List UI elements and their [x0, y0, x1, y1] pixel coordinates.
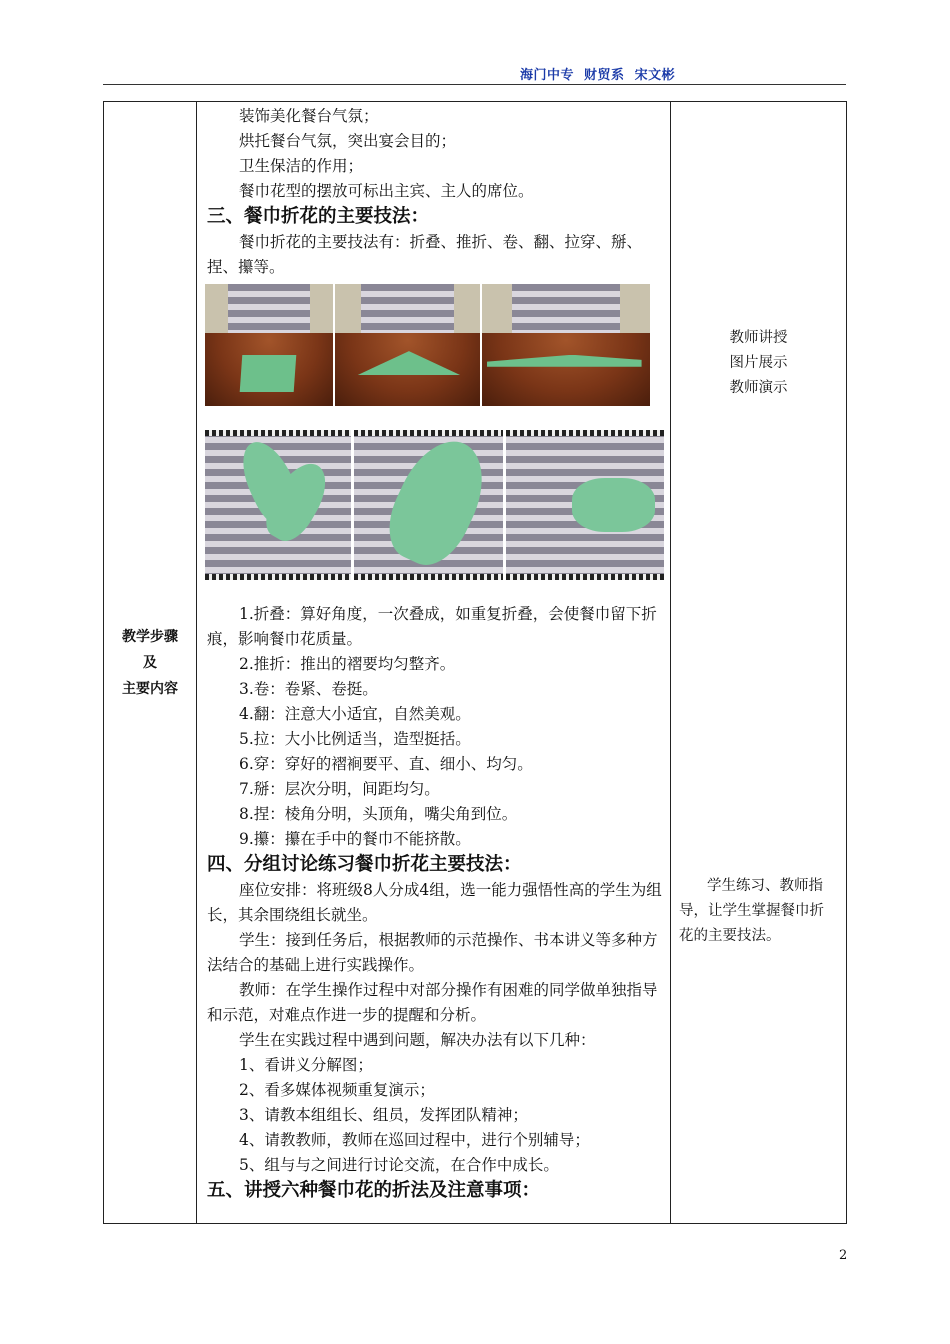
- method-note-line: 图片展示: [729, 355, 788, 371]
- left-label-line1: 教学步骤: [122, 628, 178, 645]
- teaching-method-cell: [671, 102, 847, 1224]
- solution-item: 5、组与与之间进行讨论交流，在合作中成长。: [239, 1156, 559, 1174]
- napkin-fold-photo-5: [354, 430, 503, 580]
- technique-item: 2.推折：推出的褶要均匀整齐。: [239, 655, 456, 673]
- page-header: 海门中专 财贸系 宋文彬: [520, 68, 676, 83]
- intro-line: 烘托餐台气氛，突出宴会目的；: [239, 132, 457, 150]
- technique-item: 9.攥：攥在手中的餐巾不能挤散。: [239, 830, 471, 848]
- technique-item: 1.折叠：算好角度，一次叠成，如重复折叠，会使餐巾留下折痕，影响餐巾花质量。: [207, 605, 657, 648]
- group-paragraph: 学生：接到任务后，根据教师的示范操作、书本讲义等多种方法结合的基础上进行实践操作。: [207, 931, 658, 974]
- left-label-line2: 及: [143, 654, 157, 671]
- left-label-cell: [104, 102, 197, 1224]
- group-paragraph: 教师：在学生操作过程中对部分操作有困难的同学做单独指导和示范，对难点作进一步的提醒和分析。: [207, 981, 658, 1024]
- napkin-fold-photo-2: [335, 284, 480, 406]
- section-heading-5: 五、讲授六种餐巾花的折法及注意事项：: [207, 1180, 541, 1201]
- method-note-1: [671, 326, 846, 401]
- napkin-fold-photo-4: [205, 430, 351, 580]
- photo-row-1: [205, 284, 664, 406]
- method-note-line: 教师演示: [729, 380, 788, 396]
- photo-row-2: [205, 430, 664, 580]
- page-number: 2: [839, 1248, 848, 1263]
- technique-item: 8.捏：棱角分明，头顶角，嘴尖角到位。: [239, 805, 518, 823]
- techniques-intro: 餐巾折花的主要技法有：折叠、推折、卷、翻、拉穿、掰、捏、攥等。: [207, 233, 643, 276]
- section-heading-3: 三、餐巾折花的主要技法：: [207, 206, 430, 227]
- section-heading-4: 四、分组讨论练习餐巾折花主要技法：: [207, 854, 522, 875]
- solution-item: 4、请教教师，教师在巡回过程中，进行个别辅导；: [239, 1131, 590, 1149]
- technique-item: 6.穿：穿好的褶裥要平、直、细小、均匀。: [239, 755, 533, 773]
- main-content-cell: [197, 102, 671, 1224]
- solution-item: 3、请教本组组长、组员，发挥团队精神；: [239, 1106, 528, 1124]
- napkin-fold-photo-6: [506, 430, 664, 580]
- technique-item: 7.掰：层次分明，间距均匀。: [239, 780, 440, 798]
- method-note-line: 教师讲授: [729, 330, 788, 346]
- technique-item: 4.翻：注意大小适宜，自然美观。: [239, 705, 471, 723]
- method-note-2: 学生练习、教师指导，让学生掌握餐巾折花的主要技法。: [679, 878, 824, 944]
- intro-line: 卫生保洁的作用；: [239, 157, 364, 175]
- technique-item: 5.拉：大小比例适当，造型挺括。: [239, 730, 471, 748]
- header-rule: [103, 84, 846, 85]
- napkin-fold-photo-3: [482, 284, 650, 406]
- group-paragraph: 座位安排：将班级8人分成4组，选一能力强悟性高的学生为组长，其余围绕组长就坐。: [207, 881, 662, 924]
- intro-line: 装饰美化餐台气氛；: [239, 107, 379, 125]
- left-label-line3: 主要内容: [122, 680, 178, 697]
- technique-item: 3.卷：卷紧、卷挺。: [239, 680, 378, 698]
- intro-line: 餐巾花型的摆放可标出主宾、主人的席位。: [239, 182, 534, 200]
- group-paragraph: 学生在实践过程中遇到问题，解决办法有以下几种：: [239, 1031, 596, 1049]
- solution-item: 2、看多媒体视频重复演示；: [239, 1081, 435, 1099]
- solution-item: 1、看讲义分解图；: [239, 1056, 373, 1074]
- lesson-table: [103, 101, 847, 1224]
- napkin-fold-photo-1: [205, 284, 333, 406]
